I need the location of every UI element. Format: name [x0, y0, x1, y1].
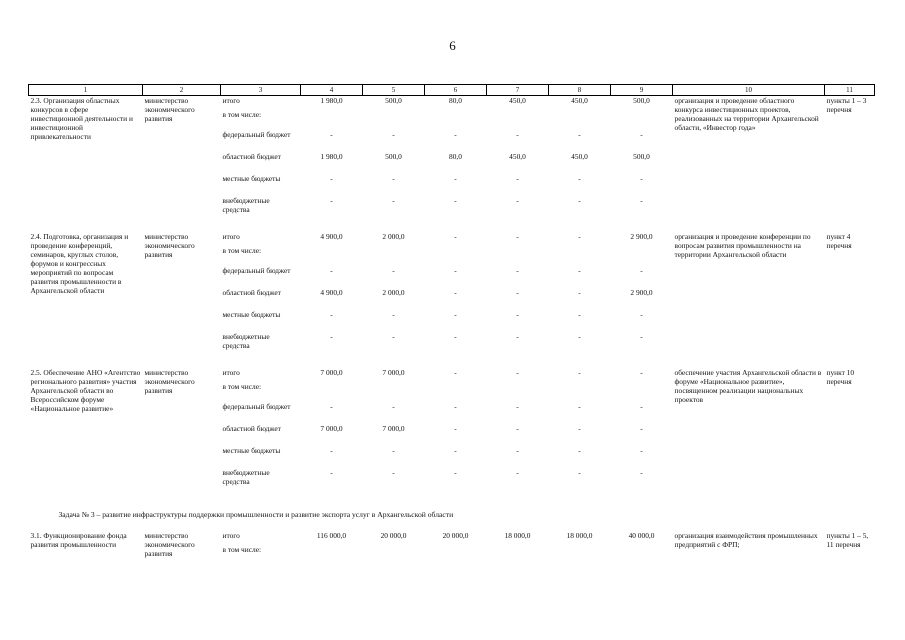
- amount-cell: -: [516, 129, 519, 139]
- amount-cell: -: [640, 265, 643, 275]
- task-title: Задача № 3 – развитие инфраструктуры поддержки промышленности и развитие экспорта услуг в Архангельской области: [58, 509, 454, 519]
- task-row: [29, 504, 875, 531]
- amount-cell: -: [640, 331, 643, 341]
- item-points: пункт 10 перечня: [826, 367, 855, 386]
- item-result: организация и проведение областного конкурса инвестиционных проектов, реализованных на территории Архангельской области, «Инвестор года»: [674, 96, 819, 133]
- col-header: 9: [611, 85, 673, 96]
- amount-cell: -: [330, 401, 333, 411]
- amount-cell: -: [392, 265, 395, 275]
- amount-cell: -: [578, 195, 581, 205]
- amount-cell: [363, 545, 425, 567]
- funding-source: внебюджетные средства: [222, 195, 270, 214]
- funding-source: местные бюджеты: [222, 445, 281, 455]
- amount-cell: -: [578, 265, 581, 275]
- amount-cell: [611, 246, 673, 266]
- item-name: 2.4. Подготовка, организация и проведение конференций, семинаров, круглых столов, форумов и конгрессных мероприятий по вопросам развития промышленности в Архангельской области: [30, 231, 129, 295]
- amount-cell: [363, 246, 425, 266]
- col-header: 3: [221, 85, 301, 96]
- amount-cell: 450,0: [571, 96, 588, 105]
- amount-cell: -: [516, 401, 519, 411]
- page-number: 6: [449, 38, 456, 53]
- amount-cell: -: [454, 195, 457, 205]
- amount-cell: 1 980,0: [320, 96, 343, 105]
- amount-cell: -: [516, 367, 519, 377]
- item-executor: министерство экономического развития: [144, 231, 195, 259]
- amount-cell: -: [640, 195, 643, 205]
- amount-cell: [549, 110, 611, 130]
- amount-cell: -: [454, 173, 457, 183]
- amount-cell: -: [392, 309, 395, 319]
- amount-cell: 18 000,0: [566, 530, 593, 540]
- amount-cell: -: [578, 331, 581, 341]
- item-points: пункт 4 перечня: [826, 231, 852, 250]
- amount-cell: -: [578, 173, 581, 183]
- amount-cell: -: [330, 173, 333, 183]
- amount-cell: [425, 110, 487, 130]
- amount-cell: 7 000,0: [382, 423, 405, 433]
- spacer-row: [29, 356, 875, 368]
- amount-cell: -: [454, 331, 457, 341]
- funding-source: итого: [222, 231, 240, 241]
- amount-cell: -: [454, 287, 457, 297]
- funding-source: в том числе:: [222, 245, 262, 255]
- amount-cell: -: [640, 173, 643, 183]
- amount-cell: -: [516, 287, 519, 297]
- amount-cell: 500,0: [633, 151, 650, 161]
- amount-cell: [549, 545, 611, 567]
- amount-cell: -: [454, 401, 457, 411]
- amount-cell: [301, 545, 363, 567]
- funding-source: итого: [222, 530, 240, 540]
- item-name: 2.3. Организация областных конкурсов в сфере инвестиционной деятельности и инвестиционной привлекательности: [30, 96, 133, 142]
- funding-source: внебюджетные средства: [222, 331, 270, 350]
- table-row: [29, 368, 875, 382]
- amount-cell: -: [392, 401, 395, 411]
- amount-cell: 450,0: [509, 96, 526, 105]
- amount-cell: -: [578, 401, 581, 411]
- amount-cell: [425, 246, 487, 266]
- amount-cell: [301, 382, 363, 402]
- amount-cell: 2 000,0: [382, 287, 405, 297]
- amount-cell: 500,0: [633, 96, 650, 105]
- amount-cell: -: [392, 331, 395, 341]
- amount-cell: -: [454, 367, 457, 377]
- amount-cell: -: [454, 445, 457, 455]
- amount-cell: -: [330, 309, 333, 319]
- col-header: 4: [301, 85, 363, 96]
- amount-cell: -: [330, 331, 333, 341]
- amount-cell: 2 000,0: [382, 231, 405, 241]
- col-header: 7: [487, 85, 549, 96]
- amount-cell: 116 000,0: [316, 530, 347, 540]
- item-executor: министерство экономического развития: [144, 367, 195, 395]
- amount-cell: [611, 545, 673, 567]
- funding-source: местные бюджеты: [222, 173, 281, 183]
- spacer-cell: [29, 356, 875, 368]
- amount-cell: -: [578, 367, 581, 377]
- amount-cell: 4 900,0: [320, 231, 343, 241]
- funding-source: федеральный бюджет: [222, 401, 291, 411]
- amount-cell: [487, 246, 549, 266]
- amount-cell: 2 900,0: [630, 287, 653, 297]
- spacer-row: [29, 492, 875, 504]
- amount-cell: -: [640, 129, 643, 139]
- amount-cell: 4 900,0: [320, 287, 343, 297]
- item-name: 3.1. Функционирование фонда развития промышленности: [30, 530, 127, 549]
- table-row: [29, 232, 875, 246]
- budget-table: [28, 84, 875, 567]
- item-points: пункты 1 – 5, 11 перечня: [826, 530, 869, 549]
- amount-cell: -: [516, 195, 519, 205]
- amount-cell: -: [454, 309, 457, 319]
- amount-cell: -: [454, 129, 457, 139]
- amount-cell: -: [516, 265, 519, 275]
- amount-cell: 80,0: [449, 151, 462, 161]
- amount-cell: -: [454, 231, 457, 241]
- amount-cell: 7 000,0: [320, 367, 343, 377]
- item-result: организация взаимодействия промышленных предприятий с ФРП;: [674, 530, 818, 549]
- col-header: 6: [425, 85, 487, 96]
- amount-cell: -: [578, 129, 581, 139]
- amount-cell: -: [578, 445, 581, 455]
- funding-source: областной бюджет: [222, 151, 281, 161]
- funding-source: в том числе:: [222, 109, 262, 119]
- amount-cell: -: [392, 195, 395, 205]
- table-row: [29, 96, 875, 110]
- funding-source: итого: [222, 96, 240, 105]
- funding-source: федеральный бюджет: [222, 129, 291, 139]
- amount-cell: 500,0: [385, 151, 402, 161]
- header-row: [29, 85, 875, 96]
- amount-cell: -: [640, 309, 643, 319]
- amount-cell: -: [392, 445, 395, 455]
- amount-cell: 500,0: [385, 96, 402, 105]
- amount-cell: [611, 110, 673, 130]
- amount-cell: [611, 382, 673, 402]
- amount-cell: 18 000,0: [504, 530, 531, 540]
- amount-cell: [549, 382, 611, 402]
- col-header: 2: [143, 85, 221, 96]
- col-header: 8: [549, 85, 611, 96]
- amount-cell: [487, 545, 549, 567]
- amount-cell: -: [454, 265, 457, 275]
- item-result: организация и проведение конференции по вопросам развития промышленности на территории Архангельской области: [674, 231, 811, 259]
- funding-source: итого: [222, 367, 240, 377]
- col-header: 1: [29, 85, 143, 96]
- amount-cell: -: [578, 231, 581, 241]
- amount-cell: 40 000,0: [628, 530, 655, 540]
- amount-cell: [363, 382, 425, 402]
- item-executor: министерство экономического развития: [144, 96, 195, 124]
- amount-cell: -: [578, 423, 581, 433]
- amount-cell: -: [516, 231, 519, 241]
- funding-source: областной бюджет: [222, 423, 281, 433]
- amount-cell: 20 000,0: [380, 530, 407, 540]
- amount-cell: -: [516, 173, 519, 183]
- item-result: обеспечение участия Архангельской области в форуме «Национальное развитие», посвященном реализации национальных проектов: [674, 367, 822, 404]
- item-points: пункты 1 – 3 перечня: [826, 96, 867, 115]
- amount-cell: -: [640, 445, 643, 455]
- amount-cell: -: [516, 309, 519, 319]
- amount-cell: [425, 545, 487, 567]
- amount-cell: -: [640, 367, 643, 377]
- amount-cell: -: [330, 445, 333, 455]
- amount-cell: [487, 110, 549, 130]
- amount-cell: -: [640, 401, 643, 411]
- item-executor: министерство экономического развития: [144, 530, 195, 558]
- amount-cell: -: [454, 467, 457, 477]
- amount-cell: [363, 110, 425, 130]
- amount-cell: -: [516, 467, 519, 477]
- amount-cell: -: [330, 265, 333, 275]
- amount-cell: 7 000,0: [320, 423, 343, 433]
- amount-cell: 450,0: [509, 151, 526, 161]
- amount-cell: -: [392, 467, 395, 477]
- spacer-cell: [29, 492, 875, 504]
- amount-cell: 1 980,0: [320, 151, 343, 161]
- spacer-cell: [29, 220, 875, 232]
- spacer-row: [29, 220, 875, 232]
- amount-cell: -: [640, 423, 643, 433]
- item-name: 2.5. Обеспечение АНО «Агентство регионального развития» участия Архангельской области во Всероссийском форуме «Национальное развитие»: [30, 367, 141, 413]
- funding-source: федеральный бюджет: [222, 265, 291, 275]
- amount-cell: [301, 110, 363, 130]
- table-row: [29, 531, 875, 545]
- amount-cell: [425, 382, 487, 402]
- amount-cell: -: [330, 467, 333, 477]
- amount-cell: -: [392, 129, 395, 139]
- funding-source: местные бюджеты: [222, 309, 281, 319]
- amount-cell: 80,0: [449, 96, 462, 105]
- amount-cell: 2 900,0: [630, 231, 653, 241]
- funding-source: внебюджетные средства: [222, 467, 270, 486]
- amount-cell: -: [392, 173, 395, 183]
- table-body: [29, 96, 875, 567]
- amount-cell: -: [330, 129, 333, 139]
- col-header: 5: [363, 85, 425, 96]
- funding-source: в том числе:: [222, 544, 262, 554]
- amount-cell: 450,0: [571, 151, 588, 161]
- funding-source: в том числе:: [222, 381, 262, 391]
- amount-cell: 20 000,0: [442, 530, 469, 540]
- amount-cell: -: [578, 309, 581, 319]
- amount-cell: 7 000,0: [382, 367, 405, 377]
- amount-cell: -: [578, 467, 581, 477]
- amount-cell: [301, 246, 363, 266]
- col-header: 11: [825, 85, 875, 96]
- col-header: 10: [673, 85, 825, 96]
- amount-cell: [487, 382, 549, 402]
- funding-source: областной бюджет: [222, 287, 281, 297]
- amount-cell: -: [516, 445, 519, 455]
- budget-table-wrap: [28, 84, 874, 567]
- amount-cell: -: [516, 331, 519, 341]
- amount-cell: -: [640, 467, 643, 477]
- amount-cell: [549, 246, 611, 266]
- amount-cell: -: [578, 287, 581, 297]
- amount-cell: -: [330, 195, 333, 205]
- amount-cell: -: [516, 423, 519, 433]
- amount-cell: -: [454, 423, 457, 433]
